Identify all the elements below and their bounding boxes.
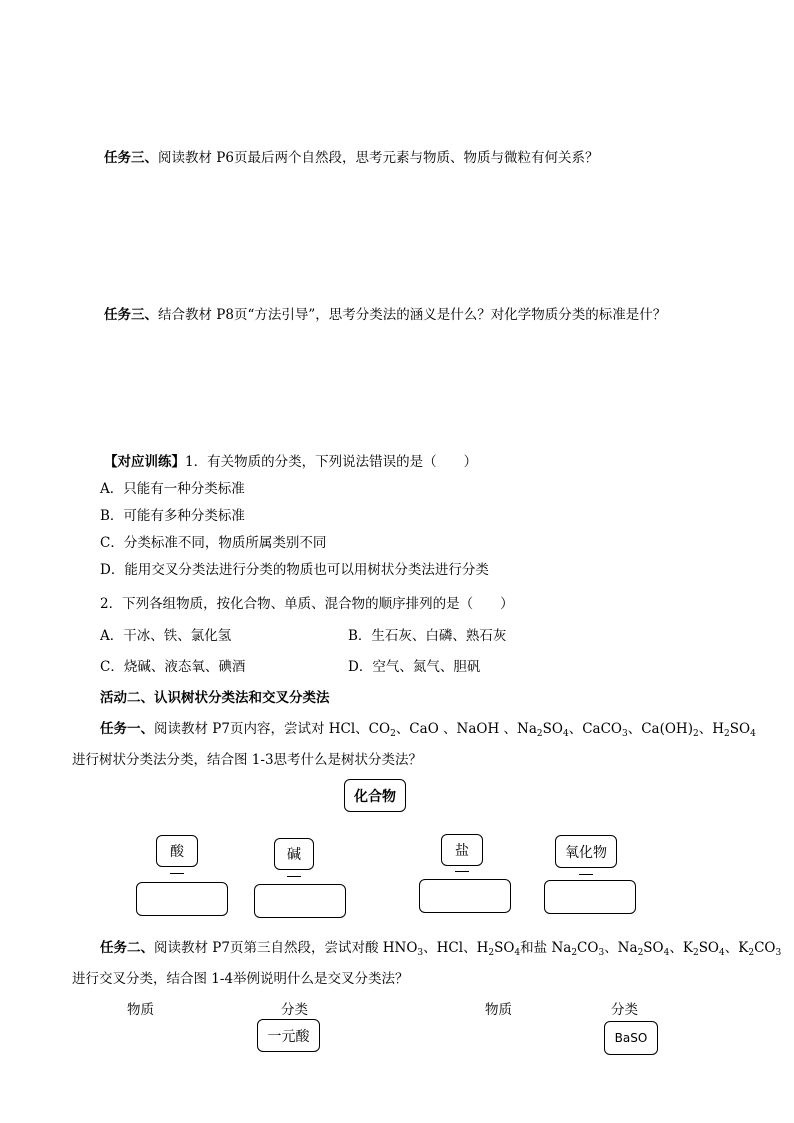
sub: 2: [692, 948, 699, 958]
task2-text-k: CO: [754, 940, 776, 956]
sub: 3: [621, 729, 628, 739]
cross-right-box: [604, 1021, 658, 1055]
tree-root-label: 化合物: [354, 788, 396, 805]
task1-text-b: 、CaO 、NaOH 、Na: [395, 721, 537, 737]
task2-text-a: 阅读教材 P7页第三自然段，尝试对酸 HNO: [154, 940, 418, 956]
cross-left-box: [257, 1019, 320, 1052]
cross-left-class-header: 分类: [281, 1002, 308, 1018]
sub: 4: [514, 948, 521, 958]
tick-mark: [579, 874, 593, 875]
q1-option-a: A．只能有一种分类标准: [100, 481, 245, 497]
task2-text-g: SO: [643, 940, 664, 956]
cross-right-class-header: 分类: [611, 1002, 638, 1018]
tree-node-acid: [156, 835, 198, 867]
sub: 3: [598, 948, 605, 958]
task2-line1: [100, 936, 781, 956]
task1-text-g: SO: [729, 721, 751, 737]
task2-text-c: SO: [494, 940, 515, 956]
blank-box-acid: [136, 882, 228, 916]
task1-label: 任务一、: [100, 721, 154, 737]
task1-text-e: 、Ca(OH): [627, 721, 693, 737]
task2-text-h: 、K: [669, 940, 693, 956]
tree-node-oxide: [555, 835, 617, 868]
task3a-line: [104, 146, 598, 166]
sub: 3: [775, 948, 782, 958]
task1-line2: 进行树状分类法分类，结合图 1-3思考什么是树状分类法？: [72, 752, 423, 768]
practice-tag: 【对应训练】: [104, 454, 185, 470]
blank-box-salt: [419, 879, 511, 913]
task2-text-d: 和盐 Na: [520, 940, 572, 956]
sub: 2: [571, 948, 578, 958]
task2-text-b: 、HCl、H: [423, 940, 489, 956]
tick-mark: [455, 871, 469, 872]
q2-option-c: C．烧碱、液态氧、碘酒: [100, 659, 246, 675]
q2-option-d: D．空气、氮气、胆矾: [348, 659, 481, 675]
tree-node-oxide-label: 氧化物: [565, 844, 607, 861]
sub: 2: [724, 729, 730, 739]
task3b-label: 任务三、: [104, 307, 158, 323]
task3b-text: 结合教材 P8页“方法引导”，思考分类法的涵义是什么？对化学物质分类的标准是什？: [158, 307, 667, 323]
tree-node-acid-label: 酸: [170, 844, 184, 860]
tree-node-salt-label: 盐: [455, 843, 469, 859]
tree-node-base: [274, 838, 314, 870]
task2-text-e: CO: [577, 940, 599, 956]
sub: 2: [488, 948, 495, 958]
q1-option-d: D．能用交叉分类法进行分类的物质也可以用树状分类法进行分类: [100, 562, 489, 578]
q2-option-b: B．生石灰、白磷、熟石灰: [348, 628, 507, 644]
practice-q2: 2．下列各组物质，按化合物、单质、混合物的顺序排列的是（ ）: [100, 596, 514, 612]
tick-mark: [287, 876, 301, 877]
cross-left-substance-header: 物质: [127, 1002, 154, 1018]
blank-box-oxide: [544, 880, 636, 914]
task3b-line: [104, 303, 666, 323]
sub: 4: [750, 729, 756, 739]
practice-q1: [104, 450, 477, 470]
tree-node-salt: [441, 834, 483, 866]
task2-label: 任务二、: [100, 940, 154, 956]
sub: 4: [663, 948, 670, 958]
q1-option-c: C．分类标准不同，物质所属类别不同: [100, 535, 327, 551]
sub: 4: [719, 948, 725, 958]
task1-line1: [100, 717, 756, 737]
cross-left-box-label: 一元酸: [267, 1028, 310, 1045]
task1-text-f: 、H: [698, 721, 724, 737]
blank-box-base: [254, 884, 346, 918]
sub: 3: [417, 948, 424, 958]
task1-text-c: SO: [542, 721, 563, 737]
sub: 2: [637, 948, 644, 958]
q2-option-a: A．干冰、铁、氯化氢: [100, 628, 232, 644]
task2-line2: 进行交叉分类，结合图 1-4举例说明什么是交叉分类法？: [72, 971, 409, 987]
task3a-text: 阅读教材 P6页最后两个自然段，思考元素与物质、物质与微粒有何关系？: [158, 150, 599, 166]
tree-root-box: [344, 779, 406, 812]
task2-text-f: 、Na: [604, 940, 638, 956]
sub: 2: [390, 729, 396, 739]
task1-text-d: 、CaCO: [568, 721, 622, 737]
task3a-label: 任务三、: [104, 150, 158, 166]
sub: 2: [748, 948, 755, 958]
q1-option-b: B．可能有多种分类标准: [100, 508, 245, 524]
cross-right-substance-header: 物质: [485, 1002, 512, 1018]
sub: 2: [536, 729, 543, 739]
tree-node-base-label: 碱: [287, 847, 301, 863]
task2-text-i: SO: [698, 940, 720, 956]
sub: 2: [692, 729, 699, 739]
activity2-title: 活动二、认识树状分类法和交叉分类法: [100, 690, 330, 706]
task1-text-a: 阅读教材 P7页内容，尝试对 HCl、CO: [154, 721, 391, 737]
task2-text-j: 、K: [724, 940, 749, 956]
tick-mark: [170, 873, 184, 874]
practice-q1-text: 1．有关物质的分类，下列说法错误的是（ ）: [185, 454, 478, 470]
cross-right-box-label: BaSO: [614, 1031, 648, 1045]
sub: 4: [562, 729, 569, 739]
